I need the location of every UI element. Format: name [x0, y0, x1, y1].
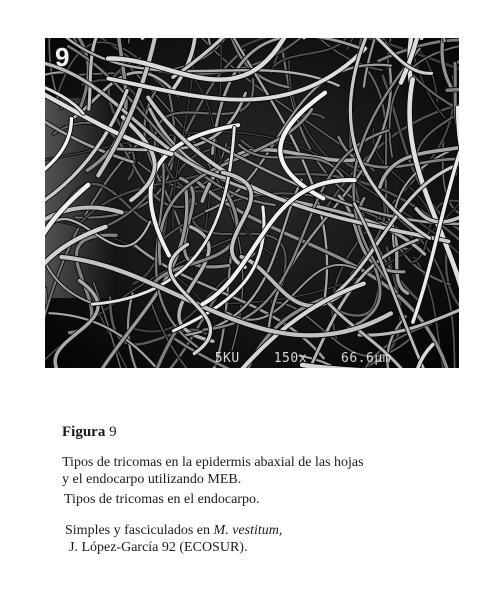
- caption-line-4: [65, 522, 462, 539]
- species-name: M. vestitum: [213, 523, 279, 538]
- sem-voltage: 5KU: [214, 350, 240, 366]
- figure-word: Figura: [62, 424, 106, 440]
- caption-block-species: [65, 522, 462, 556]
- sem-info-bar: [45, 348, 459, 368]
- caption-block-leaves: [62, 454, 462, 488]
- caption-block-endocarp: [64, 491, 462, 508]
- figure-heading: [62, 424, 462, 441]
- caption-line-5: J. López-García 92 (ECOSUR).: [69, 540, 248, 555]
- trichome-image: [45, 38, 459, 368]
- sem-micrograph: [45, 38, 459, 368]
- sem-magnification: 150x: [273, 350, 308, 366]
- sem-scale: 66.6µm: [341, 350, 391, 366]
- plate-number: 9: [55, 42, 70, 72]
- caption-line-3: Tipos de tricomas en el endocarpo.: [64, 492, 260, 507]
- caption-line-4-suffix: ,: [278, 523, 283, 538]
- caption-line-2: y el endocarpo utilizando MEB.: [62, 472, 242, 487]
- caption-line-1: Tipos de tricomas en la epidermis abaxial de las hojas: [62, 455, 364, 470]
- caption-line-4-prefix: Simples y fasciculados en: [65, 523, 214, 538]
- figure-number: 9: [109, 424, 117, 440]
- figure-caption: [62, 424, 462, 556]
